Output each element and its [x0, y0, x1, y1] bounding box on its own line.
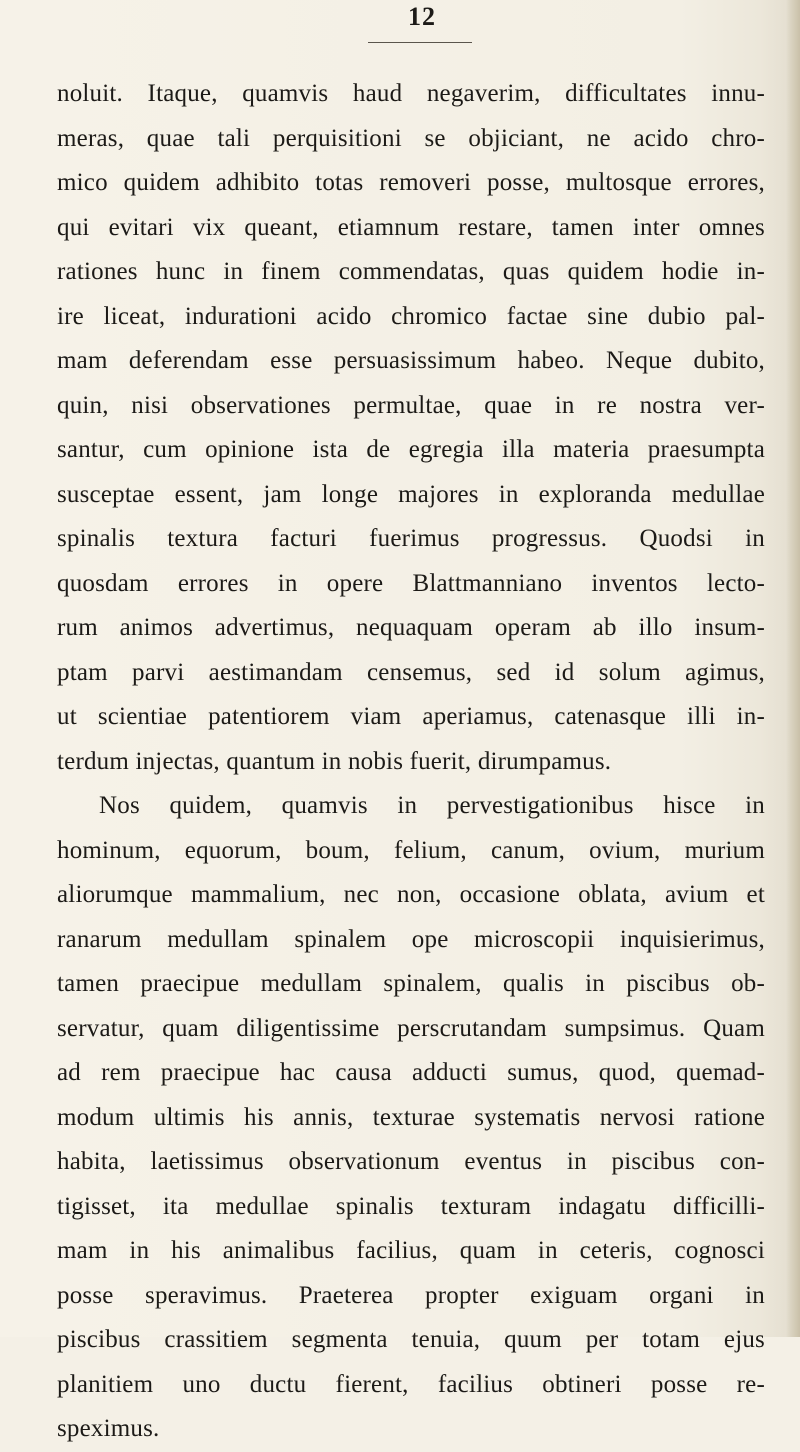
text-line: mam deferendam esse persuasissimum habeo. Neque dubito,: [57, 347, 765, 374]
text-line: piscibus crassitiem segmenta tenuia, quum per totam ejus: [57, 1326, 765, 1353]
text-line: rum animos advertimus, nequaquam operam ab illo insum-: [57, 614, 765, 641]
text-line: rationes hunc in finem commendatas, quas quidem hodie in-: [57, 258, 765, 285]
text-line: servatur, quam diligentissime perscrutandam sumpsimus. Quam: [57, 1014, 765, 1042]
text-line: santur, cum opinione ista de egregia illa materia praesumpta: [57, 436, 765, 463]
text-line: Nos quidem, quamvis in pervestigationibus hisce in: [99, 792, 765, 819]
body-text: [57, 72, 765, 1452]
text-line: qui evitari vix queant, etiamnum restare, tamen inter omnes: [57, 213, 765, 241]
text-line: meras, quae tali perquisitioni se objiciant, ne acido chro-: [57, 124, 765, 152]
text-line: posse speravimus. Praeterea propter exiguam organi in: [57, 1281, 765, 1309]
text-line: quosdam errores in opere Blattmanniano inventos lecto-: [57, 569, 765, 597]
text-line: noluit. Itaque, quamvis haud negaverim, difficultates innu-: [57, 80, 765, 107]
text-line: planitiem uno ductu fierent, facilius obtineri posse re-: [57, 1370, 765, 1398]
text-line: tamen praecipue medullam spinalem, qualis in piscibus ob-: [57, 970, 765, 997]
text-line: ad rem praecipue hac causa adducti sumus, quod, quemad-: [57, 1059, 765, 1086]
text-line: mico quidem adhibito totas removeri posse, multosque errores,: [57, 169, 765, 196]
text-line: mam in his animalibus facilius, quam in ceteris, cognosci: [57, 1237, 765, 1264]
text-line: spinalis textura facturi fuerimus progressus. Quodsi in: [57, 525, 765, 552]
text-line: tigisset, ita medullae spinalis texturam indagatu difficilli-: [57, 1192, 765, 1220]
paragraph-2: [57, 784, 765, 1452]
text-line: aliorumque mammalium, nec non, occasione oblata, avium et: [57, 881, 765, 908]
text-line: susceptae essent, jam longe majores in exploranda medullae: [57, 480, 765, 508]
paragraph-1: [57, 72, 765, 784]
page-edge-shadow: [786, 0, 800, 1337]
text-line: habita, laetissimus observationum eventus in piscibus con-: [57, 1148, 765, 1175]
text-line: ranarum medullam spinalem ope microscopii inquisierimus,: [57, 925, 765, 953]
page-number-rule: [368, 42, 472, 43]
text-line: ire liceat, indurationi acido chromico factae sine dubio pal-: [57, 302, 765, 330]
text-line: quin, nisi observationes permultae, quae in re nostra ver-: [57, 391, 765, 419]
text-line: speximus.: [57, 1415, 160, 1442]
text-line: modum ultimis his annis, texturae systematis nervosi ratione: [57, 1103, 765, 1131]
text-line: terdum injectas, quantum in nobis fuerit, dirumpamus.: [57, 747, 612, 775]
page-number: 12: [408, 2, 436, 31]
text-line: ptam parvi aestimandam censemus, sed id solum agimus,: [57, 658, 765, 686]
text-line: ut scientiae patentiorem viam aperiamus, catenasque illi in-: [57, 703, 765, 730]
text-line: hominum, equorum, boum, felium, canum, ovium, murium: [57, 836, 765, 864]
